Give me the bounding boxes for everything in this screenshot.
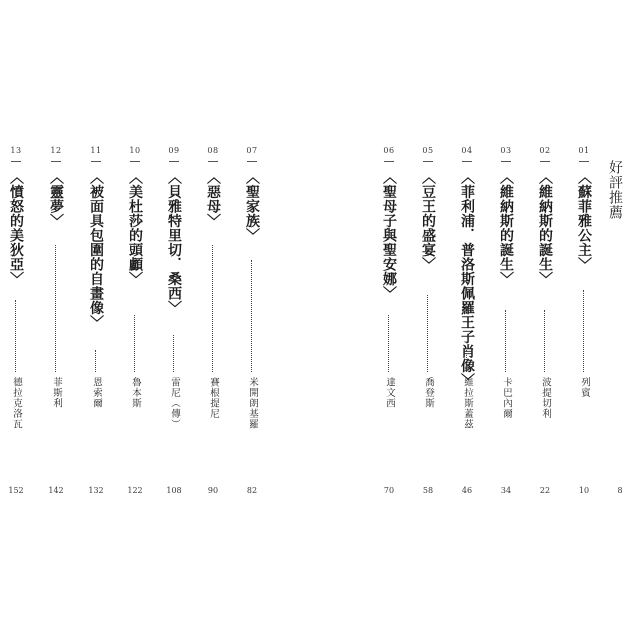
entry-number: 02 — [539, 146, 551, 155]
entry-title: 〈維納斯的誕生〉 — [537, 170, 553, 286]
toc-entry[interactable] — [572, 0, 596, 640]
entry-page-number: 152 — [8, 486, 24, 495]
entry-title: 〈美杜莎的頭顱〉 — [127, 170, 143, 286]
toc-entry[interactable] — [377, 0, 401, 640]
entry-page-number: 142 — [48, 486, 64, 495]
entry-author: 喬登斯 — [423, 377, 434, 409]
entry-page-number: 34 — [500, 486, 512, 495]
entry-page-number: 82 — [246, 486, 258, 495]
entry-divider — [169, 161, 179, 162]
entry-title: 〈菲利浦．普洛斯佩羅王子肖像〉 — [459, 170, 475, 388]
entry-author: 列賓 — [579, 377, 590, 398]
entry-divider — [579, 161, 589, 162]
entry-author: 達文西 — [384, 377, 395, 409]
entry-author: 波提切利 — [540, 377, 551, 419]
entry-title: 〈維納斯的誕生〉 — [498, 170, 514, 286]
entry-divider — [208, 161, 218, 162]
entry-divider — [423, 161, 433, 162]
entry-title: 〈聖母子與聖安娜〉 — [381, 170, 397, 301]
toc-entry[interactable] — [123, 0, 147, 640]
entry-author: 賽根提尼 — [208, 377, 219, 419]
dot-leader — [251, 260, 252, 372]
entry-number: 01 — [578, 146, 590, 155]
entry-title: 〈豆王的盛宴〉 — [420, 170, 436, 272]
toc-entry[interactable] — [84, 0, 108, 640]
entry-divider — [540, 161, 550, 162]
entry-number: 12 — [50, 146, 62, 155]
entry-divider — [51, 161, 61, 162]
entry-number: 10 — [129, 146, 141, 155]
entry-number: 04 — [461, 146, 473, 155]
entry-number: 06 — [383, 146, 395, 155]
entry-title: 〈憤怒的美狄亞〉 — [8, 170, 24, 286]
entry-number: 11 — [90, 146, 102, 155]
entry-author: 魯本斯 — [130, 377, 141, 409]
entry-divider — [11, 161, 21, 162]
entry-divider — [462, 161, 472, 162]
dot-leader — [388, 315, 389, 372]
dot-leader — [134, 315, 135, 372]
entry-page-number: 10 — [578, 486, 590, 495]
dot-leader — [505, 310, 506, 372]
entry-page-number: 58 — [422, 486, 434, 495]
dot-leader — [544, 310, 545, 372]
dot-leader — [427, 295, 428, 372]
entry-divider — [130, 161, 140, 162]
toc-entry[interactable] — [455, 0, 479, 640]
entry-page-number: 22 — [539, 486, 551, 495]
entry-author: 米開朗基羅 — [247, 377, 258, 430]
toc-entry[interactable] — [240, 0, 264, 640]
entry-page-number: 122 — [127, 486, 143, 495]
entry-number: 08 — [207, 146, 219, 155]
entry-title: 〈聖家族〉 — [244, 170, 260, 243]
dot-leader — [173, 335, 174, 372]
entry-author: 菲斯利 — [51, 377, 62, 409]
entry-number: 13 — [10, 146, 22, 155]
entry-author: 維拉斯蓋茲 — [462, 377, 473, 430]
entry-title: 〈蘇菲雅公主〉 — [576, 170, 592, 272]
toc-heading-page-number: 8 — [617, 486, 623, 495]
entry-number: 03 — [500, 146, 512, 155]
dot-leader — [212, 245, 213, 372]
dot-leader — [95, 350, 96, 372]
entry-page-number: 70 — [383, 486, 395, 495]
entry-title: 〈惡母〉 — [205, 170, 221, 228]
entry-title: 〈被面具包圍的自畫像〉 — [88, 170, 104, 330]
toc-entry[interactable] — [416, 0, 440, 640]
toc-entry[interactable] — [533, 0, 557, 640]
entry-divider — [247, 161, 257, 162]
entry-divider — [501, 161, 511, 162]
entry-page-number: 46 — [461, 486, 473, 495]
dot-leader — [466, 350, 467, 372]
entry-title: 〈貝雅特里切．桑西〉 — [166, 170, 182, 315]
dot-leader — [583, 290, 584, 372]
entry-author: 卡巴內爾 — [501, 377, 512, 419]
entry-page-number: 108 — [166, 486, 182, 495]
entry-page-number: 90 — [207, 486, 219, 495]
toc-entry[interactable] — [44, 0, 68, 640]
entry-number: 05 — [422, 146, 434, 155]
entry-divider — [91, 161, 101, 162]
dot-leader — [55, 245, 56, 372]
toc-entry[interactable] — [201, 0, 225, 640]
entry-author: 德拉克洛瓦 — [11, 377, 22, 430]
dot-leader — [15, 300, 16, 372]
entry-page-number: 132 — [88, 486, 104, 495]
entry-author: 恩索爾 — [91, 377, 102, 409]
entry-number: 07 — [246, 146, 258, 155]
toc-entry[interactable] — [162, 0, 186, 640]
entry-title: 〈靈夢〉 — [48, 170, 64, 228]
entry-author: 雷尼（傳） — [169, 377, 180, 430]
toc-heading: 好評推薦 — [607, 160, 623, 220]
entry-number: 09 — [168, 146, 180, 155]
toc-entry[interactable] — [4, 0, 28, 640]
entry-divider — [384, 161, 394, 162]
toc-entry[interactable] — [494, 0, 518, 640]
